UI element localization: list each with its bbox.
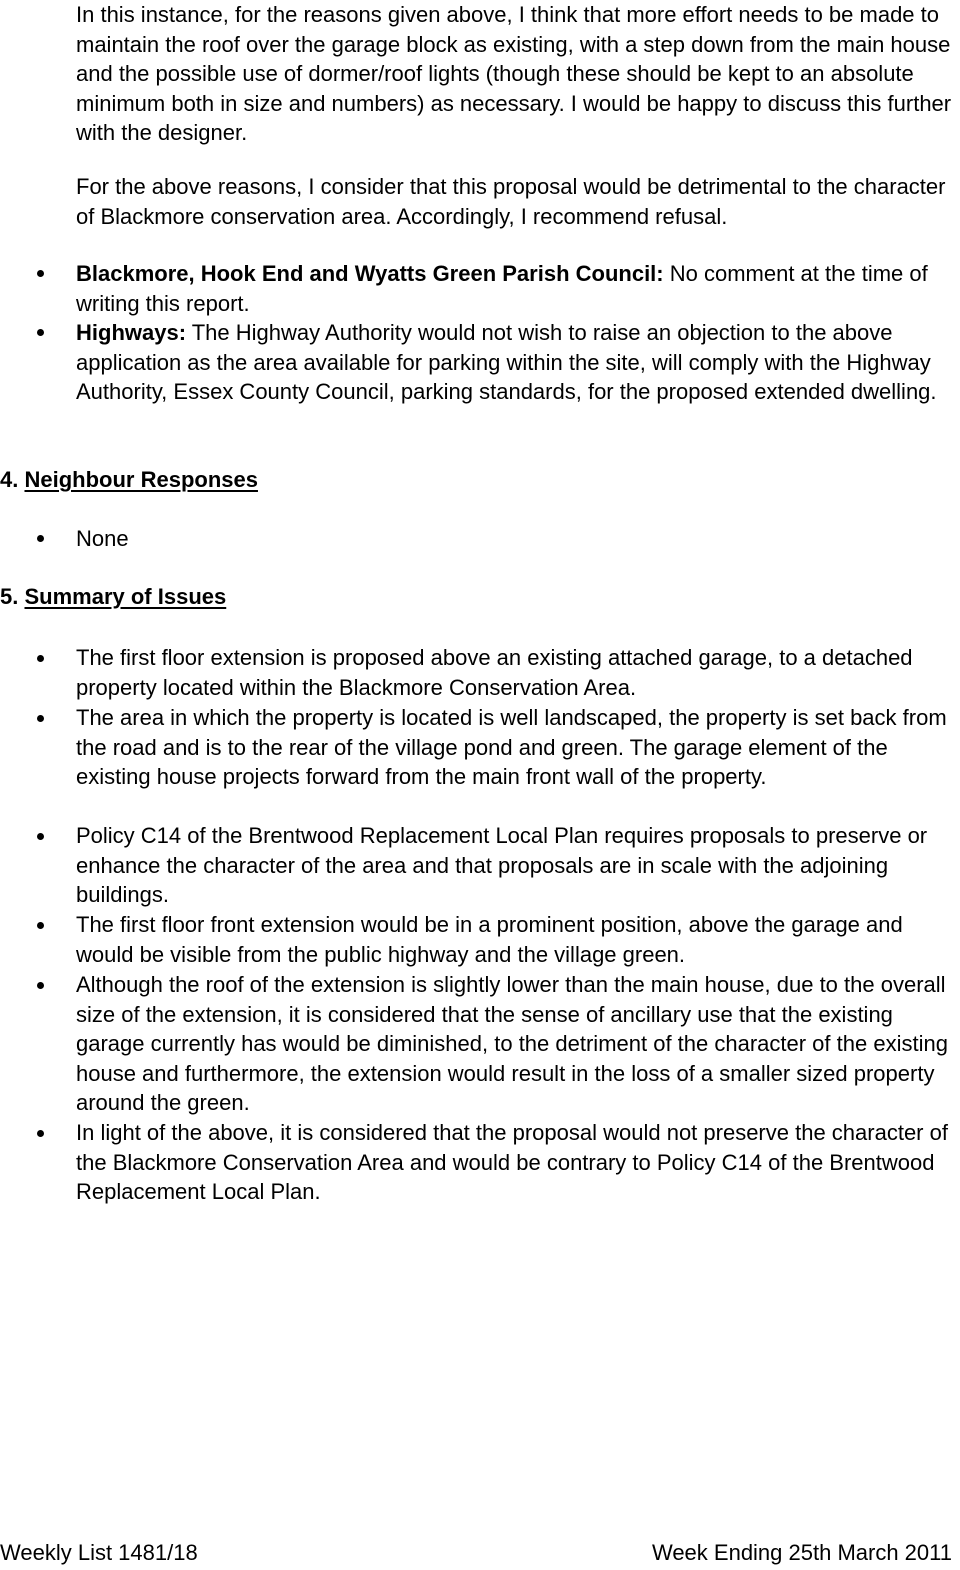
section-number: 4. bbox=[0, 467, 19, 492]
bullet-dot bbox=[37, 982, 44, 989]
highways-label: Highways: bbox=[76, 320, 187, 345]
conservation-recommendation: For the above reasons, I consider that this proposal would be detrimental to the character of Blackmore conservation area. Accordingly, I recommend refusal. bbox=[76, 174, 946, 229]
summary-item: The first floor front extension would be in a prominent position, above the garage and would be visible from the public highway and the village green. bbox=[76, 912, 903, 967]
summary-item: Policy C14 of the Brentwood Replacement Local Plan requires proposals to preserve or enhance the character of the area and that proposals are in scale with the adjoining buildings. bbox=[76, 823, 928, 907]
section-title: Summary of Issues bbox=[24, 584, 227, 609]
bullet-dot bbox=[37, 715, 44, 722]
summary-item: Although the roof of the extension is slightly lower than the main house, due to the overall size of the extension, it is considered that the sense of ancillary use that the existing garage currently has would be diminished, to the detriment of the character of the existing house and furthermore, the extension would result in the loss of a smaller sized property around the green. bbox=[76, 972, 948, 1115]
parish-council-text: No comment at the time of writing this report. bbox=[76, 261, 928, 316]
section-title: Neighbour Responses bbox=[24, 467, 258, 492]
footer-weekly-list: Weekly List 1481/18 bbox=[0, 1540, 198, 1565]
summary-item: The area in which the property is located is well landscaped, the property is set back from the road and is to the rear of the village pond and green. The garage element of the existing house projects forward from the main front wall of the property. bbox=[76, 705, 947, 789]
parish-council-label: Blackmore, Hook End and Wyatts Green Parish Council: bbox=[76, 261, 664, 286]
highways-response bbox=[76, 318, 960, 407]
bullet-dot bbox=[37, 922, 44, 929]
conservation-paragraph: In this instance, for the reasons given above, I think that more effort needs to be made to maintain the roof over the garage block as existing, with a step down from the main house and the possible use of dormer/roof lights (though these should be kept to an absolute minimum both in size and numbers) as necessary. I would be happy to discuss this further with the designer. bbox=[76, 2, 952, 145]
bullet-dot bbox=[37, 655, 44, 662]
highways-text: The Highway Authority would not wish to raise an objection to the above application as the area available for parking within the site, will comply with the Highway Authority, Essex County Council, parking standards, for the proposed extended dwelling. bbox=[76, 320, 937, 404]
bullet-dot bbox=[37, 270, 44, 277]
parish-council-response bbox=[76, 259, 960, 318]
summary-item: The first floor extension is proposed above an existing attached garage, to a detached property located within the Blackmore Conservation Area. bbox=[76, 645, 913, 700]
footer-week-ending: Week Ending 25th March 2011 bbox=[651, 1540, 952, 1565]
neighbour-responses-heading bbox=[0, 465, 258, 495]
summary-of-issues-heading bbox=[0, 582, 226, 612]
section-number: 5. bbox=[0, 584, 19, 609]
summary-item: In light of the above, it is considered that the proposal would not preserve the character of the Blackmore Conservation Area and would be contrary to Policy C14 of the Brentwood Replacement Local Plan. bbox=[76, 1120, 948, 1204]
bullet-dot bbox=[37, 329, 44, 336]
bullet-dot bbox=[37, 1130, 44, 1137]
bullet-dot bbox=[37, 833, 44, 840]
bullet-dot bbox=[37, 535, 44, 542]
neighbour-response-item: None bbox=[76, 526, 129, 551]
